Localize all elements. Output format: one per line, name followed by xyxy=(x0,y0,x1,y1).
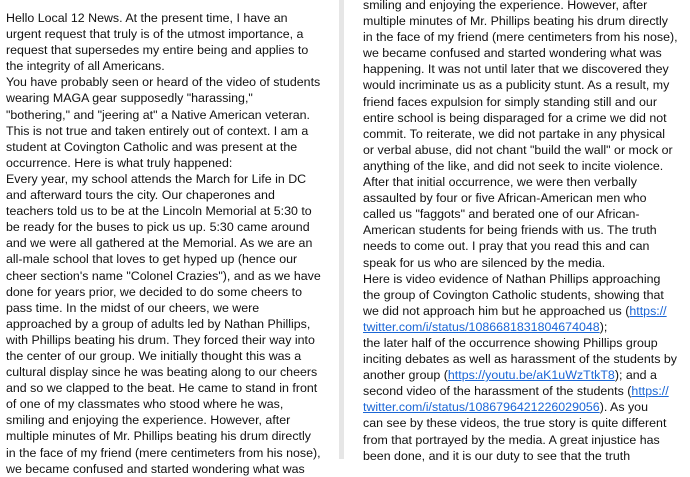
text-segment: in the face of my friend (mere centimeters from his nose), xyxy=(363,30,678,45)
text-line: and afterward tours the city. Our chaperones and xyxy=(6,188,275,203)
text-line xyxy=(363,29,678,45)
text-line xyxy=(363,190,678,206)
panel-divider xyxy=(339,0,344,459)
text-segment: or verbal abuse, did not chant "build the wall" or mock or xyxy=(363,142,673,157)
text-line xyxy=(363,238,678,254)
text-line: in the face of my friend (mere centimeters from his nose), xyxy=(6,445,321,460)
text-line: urgent request that truly is of the utmost importance, a xyxy=(6,27,304,42)
text-line xyxy=(363,174,678,190)
text-line xyxy=(363,399,678,415)
text-line: request that supersedes my entire being and applies to xyxy=(6,43,309,58)
text-segment: friend faces expulsion for simply standing still and our xyxy=(363,94,657,109)
video-link[interactable]: twitter.com/i/status/1086796421226029056 xyxy=(363,400,600,415)
text-line: the center of our group. We initially thought this was a xyxy=(6,348,302,363)
text-segment: speak for us who are silenced by the media. xyxy=(363,255,606,270)
right-message-text xyxy=(363,0,678,464)
text-line: This is not true and taken entirely out of context. I am a xyxy=(6,123,309,138)
text-line: and so we clapped to the beat. He came to stand in front xyxy=(6,381,318,396)
text-line: Hello Local 12 News. At the present time, I have an xyxy=(6,11,288,25)
video-link[interactable]: https:// xyxy=(629,303,667,318)
text-segment: we did not approach him but he approached us ( xyxy=(363,303,630,318)
text-segment: called us "faggots" and berated one of our African- xyxy=(363,207,640,222)
text-line: pass time. In the midst of our cheers, we were xyxy=(6,300,260,315)
text-line: the integrity of all Americans. xyxy=(6,59,165,74)
text-line: Every year, my school attends the March for Life in DC xyxy=(6,171,307,186)
text-segment: the later half of the occurrence showing Phillips group xyxy=(363,335,658,350)
video-link[interactable]: https://youtu.be/aK1uWzTtkT8 xyxy=(447,368,615,383)
text-line xyxy=(363,383,678,399)
text-line xyxy=(363,94,678,110)
text-line xyxy=(363,222,678,238)
text-line: occurrence. Here is what truly happened: xyxy=(6,155,233,170)
text-line xyxy=(363,206,678,222)
text-segment: inciting debates as well as harassment of the students by xyxy=(363,352,677,367)
right-text-panel xyxy=(345,0,690,463)
text-segment: ). As you xyxy=(599,400,648,415)
text-segment: we became confused and started wondering what was xyxy=(363,46,662,61)
text-line: teachers told us to be at the Lincoln Memorial at 5:30 to xyxy=(6,204,312,219)
text-segment: multiple minutes of Mr. Phillips beating his drum directly xyxy=(363,14,668,29)
text-line: cultural display since he was beating along to our cheers xyxy=(6,365,318,380)
text-line: You have probably seen or heard of the video of students xyxy=(6,75,321,90)
text-line xyxy=(363,126,678,142)
text-segment: assaulted by four or five African-American men who xyxy=(363,191,647,206)
text-line xyxy=(363,287,678,303)
text-line xyxy=(363,61,678,77)
text-line: of one of my classmates who stood where he was, xyxy=(6,397,284,412)
left-message-text xyxy=(6,10,321,477)
text-segment: After that initial occurrence, we were then verbally xyxy=(363,175,637,190)
text-segment: been done, and it is our duty to see that the truth xyxy=(363,448,631,463)
text-line: approached by a group of adults led by Nathan Phillips, xyxy=(6,316,311,331)
text-segment: American students for being friends with us. The truth xyxy=(363,223,657,238)
text-line xyxy=(363,0,678,13)
text-segment: needs to come out. I pray that you read this and can xyxy=(363,239,650,254)
text-line xyxy=(363,319,678,335)
text-segment: would incriminate us as a publicity stunt. As a result, my xyxy=(363,78,670,93)
text-line xyxy=(363,255,678,271)
text-line: with Phillips beating his drum. They forced their way into xyxy=(6,332,315,347)
text-segment: the group of Covington Catholic students, showing that xyxy=(363,287,664,302)
text-line: wearing MAGA gear supposedly "harassing," xyxy=(6,91,253,106)
text-line: cheer section's name "Colonel Crazies"), and as we have xyxy=(6,268,321,283)
text-line: "bothering," and "jeering at" a Native American veteran. xyxy=(6,107,310,122)
video-link[interactable]: https:// xyxy=(631,384,669,399)
text-segment: smiling and enjoying the experience. However, after xyxy=(363,0,648,12)
video-link[interactable]: twitter.com/i/status/1086681831804674048 xyxy=(363,319,600,334)
text-segment: ); xyxy=(599,319,608,334)
text-line: all-male school that loves to get hyped up (hence our xyxy=(6,252,298,267)
text-line xyxy=(363,303,678,319)
text-line xyxy=(363,448,678,464)
text-line xyxy=(363,158,678,174)
text-segment: ); and a xyxy=(614,368,657,383)
text-line: and we were all gathered at the Memorial. As we are an xyxy=(6,236,313,251)
text-line: be ready for the buses to pick us up. 5:30 came around xyxy=(6,220,310,235)
text-line xyxy=(363,110,678,126)
text-line: multiple minutes of Mr. Phillips beating his drum directly xyxy=(6,429,311,444)
text-line xyxy=(363,45,678,61)
text-line xyxy=(363,77,678,93)
text-line: smiling and enjoying the experience. However, after xyxy=(6,413,291,428)
text-segment: can see by these videos, the true story is quite different xyxy=(363,416,667,431)
text-segment: entire school is being disparaged for a crime we did not xyxy=(363,110,667,125)
text-line: student at Covington Catholic and was present at the xyxy=(6,139,298,154)
text-segment: from that portrayed by the media. A great injustice has xyxy=(363,432,660,447)
left-text-panel xyxy=(0,0,337,476)
text-line xyxy=(363,432,678,448)
text-segment: Here is video evidence of Nathan Phillips approaching xyxy=(363,271,661,286)
text-line: we became confused and started wondering what was xyxy=(6,461,305,476)
text-line xyxy=(363,351,678,367)
text-line xyxy=(363,13,678,29)
text-line xyxy=(363,335,678,351)
text-line xyxy=(363,367,678,383)
text-segment: commit. To reiterate, we did not partake in any physical xyxy=(363,126,665,141)
text-line xyxy=(363,415,678,431)
text-segment: second video of the harassment of the students ( xyxy=(363,384,632,399)
text-segment: another group ( xyxy=(363,368,448,383)
text-line: done for years prior, we decided to do some cheers to xyxy=(6,284,303,299)
text-segment: anything of the like, and did not seek to incite violence. xyxy=(363,158,664,173)
text-segment: happening. It was not until later that we discovered they xyxy=(363,62,669,77)
text-line xyxy=(363,142,678,158)
text-line xyxy=(363,271,678,287)
